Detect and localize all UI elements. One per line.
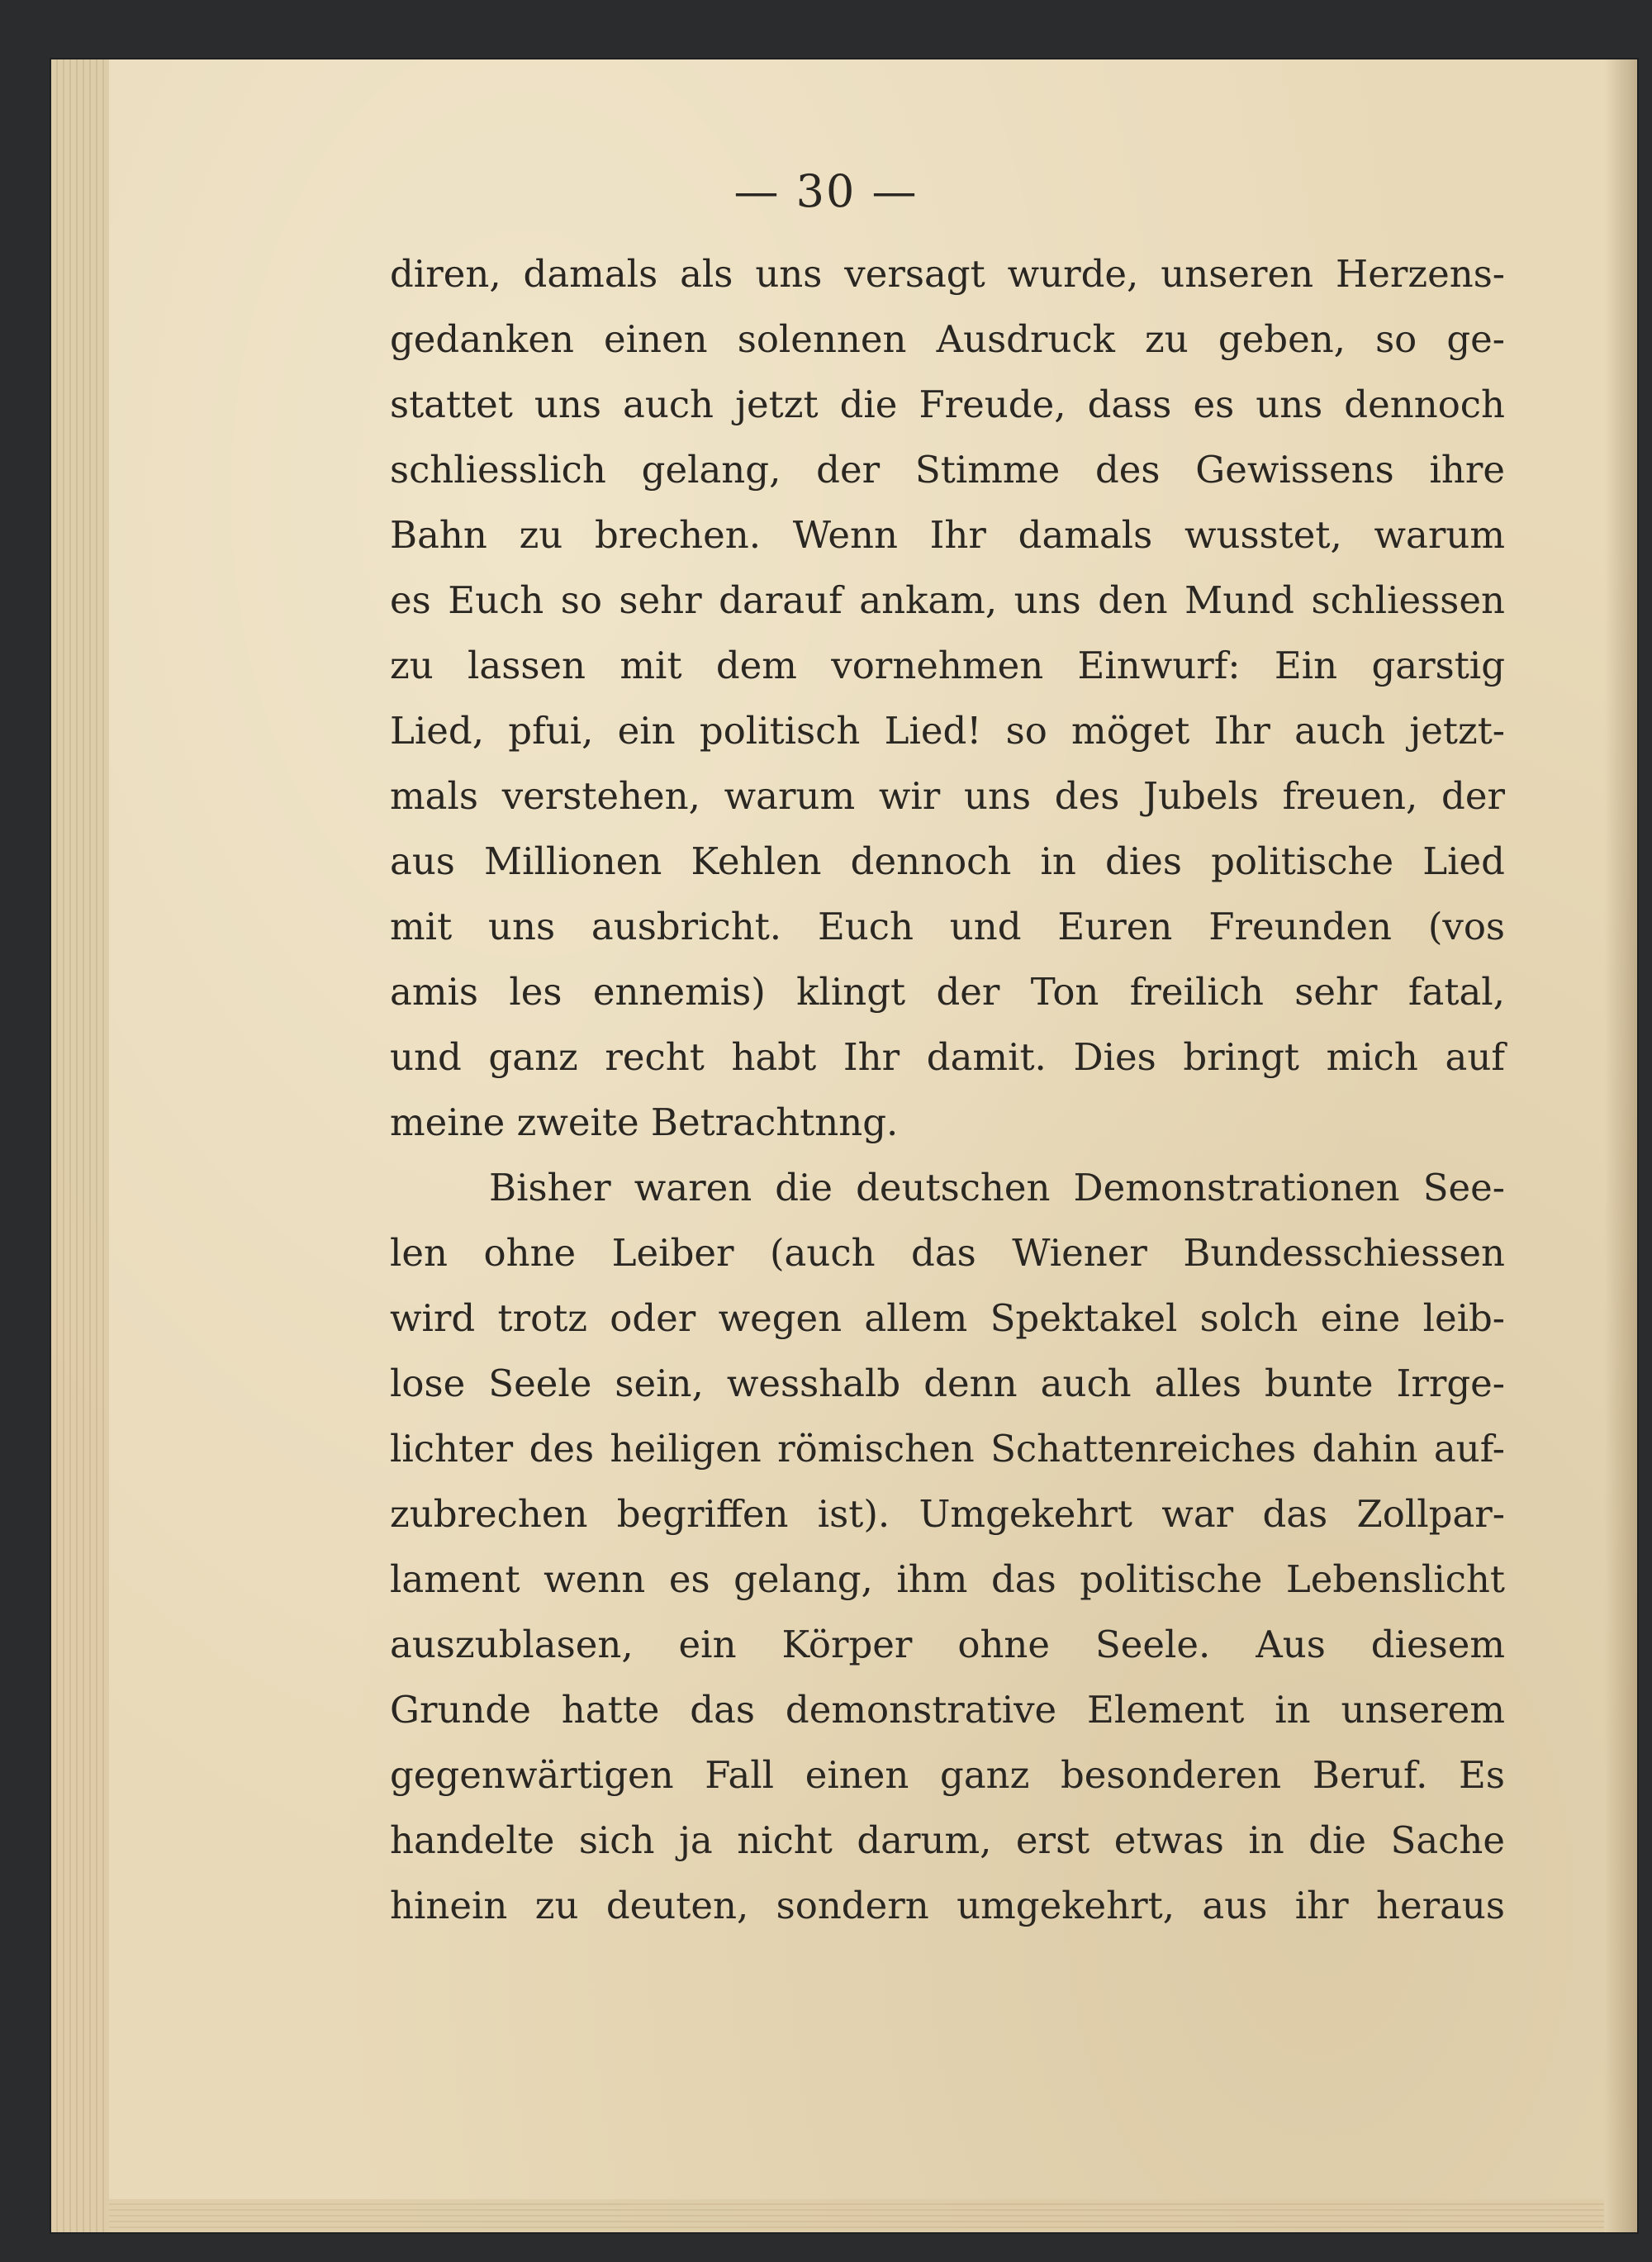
- text-line: amis les ennemis) klingt der Ton freilich sehr fatal,: [390, 970, 1505, 1014]
- text-line: diren, damals als uns versagt wurde, unseren Herzens-: [390, 252, 1505, 296]
- body-text: [390, 241, 1505, 1938]
- text-line: zu lassen mit dem vornehmen Einwurf: Ein garstig: [390, 644, 1505, 687]
- spine-shadow: [1604, 59, 1637, 2232]
- page-stack-edge: [51, 59, 109, 2232]
- text-line: lament wenn es gelang, ihm das politische Lebenslicht: [390, 1557, 1505, 1601]
- page-bottom-edge: [109, 2199, 1604, 2232]
- text-line: aus Millionen Kehlen dennoch in dies politische Lied: [390, 839, 1505, 883]
- text-line: schliesslich gelang, der Stimme des Gewissens ihre: [390, 448, 1505, 492]
- text-line: len ohne Leiber (auch das Wiener Bundesschiessen: [390, 1231, 1505, 1275]
- page-number: — 30 —: [733, 165, 919, 217]
- text-line: Bahn zu brechen. Wenn Ihr damals wusstet, warum: [390, 513, 1505, 557]
- text-line: hinein zu deuten, sondern umgekehrt, aus ihr heraus: [390, 1884, 1505, 1927]
- text-line: mals verstehen, warum wir uns des Jubels freuen, der: [390, 774, 1505, 818]
- paragraph-end-line: meine zweite Betrachtnng.: [390, 1100, 899, 1144]
- paragraph-start-line: Bisher waren die deutschen Demonstrationen See-: [489, 1166, 1505, 1209]
- text-line: gegenwärtigen Fall einen ganz besonderen Beruf. Es: [390, 1753, 1505, 1797]
- text-line: Lied, pfui, ein politisch Lied! so möget Ihr auch jetzt-: [390, 709, 1505, 753]
- text-line: mit uns ausbricht. Euch und Euren Freunden (vos: [390, 905, 1505, 948]
- text-line: Grunde hatte das demonstrative Element in unserem: [390, 1688, 1505, 1732]
- text-line: es Euch so sehr darauf ankam, uns den Mund schliessen: [390, 578, 1505, 622]
- text-line: zubrechen begriffen ist). Umgekehrt war das Zollpar-: [390, 1492, 1505, 1536]
- text-line: lose Seele sein, wesshalb denn auch alles bunte Irrge-: [390, 1361, 1505, 1405]
- text-line: wird trotz oder wegen allem Spektakel solch eine leib-: [390, 1296, 1505, 1340]
- text-line: handelte sich ja nicht darum, erst etwas in die Sache: [390, 1818, 1505, 1862]
- text-line: und ganz recht habt Ihr damit. Dies bringt mich auf: [390, 1035, 1505, 1079]
- text-line: stattet uns auch jetzt die Freude, dass es uns dennoch: [390, 383, 1505, 426]
- text-line: auszublasen, ein Körper ohne Seele. Aus diesem: [390, 1623, 1505, 1666]
- text-line: lichter des heiligen römischen Schattenreiches dahin auf-: [390, 1427, 1505, 1471]
- text-line: gedanken einen solennen Ausdruck zu geben, so ge-: [390, 317, 1505, 361]
